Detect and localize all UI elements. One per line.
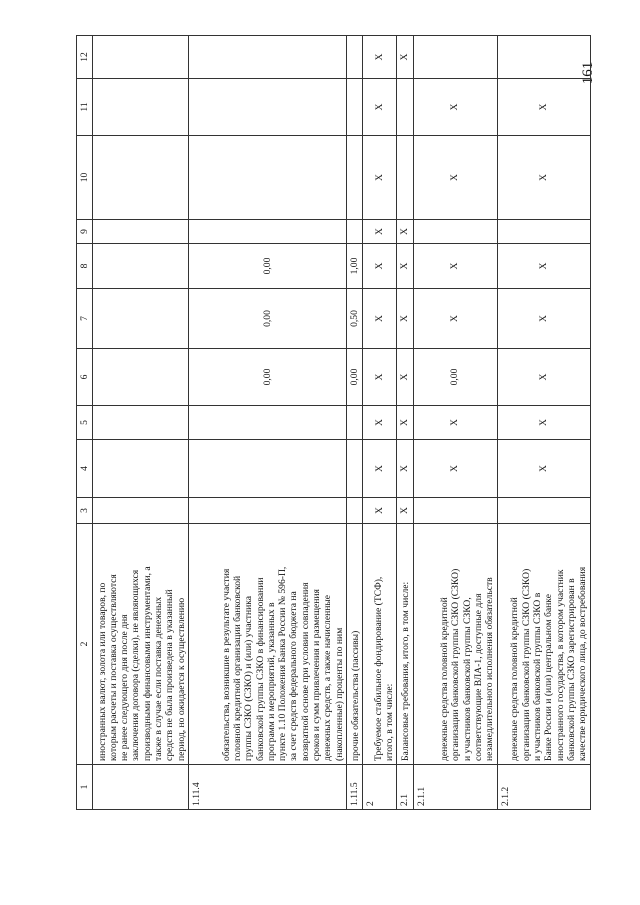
value-cell: X [363,36,397,79]
row-description [397,524,413,765]
value-cell [93,220,189,244]
value-cell: X [497,136,590,220]
row-number: 2.1 [397,765,413,810]
value-cell [397,136,413,220]
column-header: 7 [77,289,93,349]
description-line: и участников банковской группы СЗКО в [532,592,544,761]
description-line: денежные средства головной кредитной [509,597,521,761]
value-cell: X [497,349,590,406]
value-cell [347,136,363,220]
description-line: организации банковской группы СЗКО (СЗКО) [450,568,462,761]
column-header: 2 [77,524,93,765]
value-cell [347,220,363,244]
value-cell: 0,00 [347,349,363,406]
row-description [347,524,363,765]
description-line: незамедлительного исполнения обязательств [484,577,496,761]
value-cell [93,289,189,349]
row-number [93,765,189,810]
value-cell: X [397,244,413,289]
value-cell [189,498,347,524]
value-cell: X [363,349,397,406]
value-cell: X [363,440,397,498]
description-line: (накопленные) проценты по ним [333,627,345,761]
column-header: 4 [77,440,93,498]
description-line: программ и мероприятий, указанных в [265,602,277,761]
value-cell: X [397,498,413,524]
row-number: 2.1.1 [413,765,497,810]
value-cell: X [413,136,497,220]
value-cell: X [397,36,413,79]
column-header: 3 [77,498,93,524]
value-cell [93,79,189,136]
value-cell: X [413,79,497,136]
value-cell [497,220,590,244]
description-line: также в случае если поставка денежных [153,596,165,761]
table-row [413,36,497,810]
value-cell: X [363,244,397,289]
column-header: 8 [77,244,93,289]
value-cell [93,36,189,79]
row-description [363,524,397,765]
value-cell [189,406,347,440]
description-line: Банке России и (или) центральном банке [543,594,555,761]
table-row [93,36,189,810]
description-line: организации банковской группы СЗКО (СЗКО) [520,568,532,761]
value-cell: X [397,349,413,406]
value-cell: 0,00 [189,349,347,406]
description-line: период, но ожидается к осуществлению [175,597,187,761]
value-cell [497,498,590,524]
value-cell: X [497,79,590,136]
value-cell: X [397,289,413,349]
value-cell [189,440,347,498]
description-line: банковской группы СЗКО в финансировании [254,577,266,761]
column-header: 10 [77,136,93,220]
value-cell: X [363,289,397,349]
value-cell: X [413,440,497,498]
value-cell [93,349,189,406]
column-header: 5 [77,406,93,440]
table-row [363,36,397,810]
description-line: иностранного государства, в котором участник [554,569,566,761]
row-description [189,524,347,765]
value-cell [189,136,347,220]
value-cell: 0,00 [189,289,347,349]
description-line: качестве юридического лица, до востребования [577,566,589,761]
column-header: 12 [77,36,93,79]
table-row [497,36,590,810]
value-cell [347,79,363,136]
description-line: Требуемое стабильное фондирование (ТСФ), [372,576,384,761]
value-cell: X [497,440,590,498]
row-description [93,524,189,765]
value-cell: X [497,406,590,440]
value-cell: X [363,220,397,244]
value-cell [189,36,347,79]
description-line: иностранных валют, золота или товаров, по [96,582,108,761]
description-line: возвратной основе при условии совпадения [299,582,311,761]
description-line: соответствующие ВЛА-1, доступные для [473,593,484,761]
description-line: которым расчеты и поставка осуществляются [107,574,119,761]
value-cell [93,136,189,220]
row-number: 1.11.4 [189,765,347,810]
value-cell [347,498,363,524]
description-line: прочие обязательства (пассивы) [350,630,361,761]
description-line: банковской группы СЗКО зарегистрирован в [566,578,577,761]
description-line: итого, в том числе: [384,683,395,761]
column-header: 9 [77,220,93,244]
value-cell: X [497,289,590,349]
value-cell: X [497,244,590,289]
value-cell [189,220,347,244]
value-cell: X [363,498,397,524]
value-cell [497,36,590,79]
value-cell: X [397,220,413,244]
value-cell: X [397,406,413,440]
description-line: производными финансовыми инструментами, а [141,566,153,761]
description-line: денежных средств, а также начисленные [322,594,334,761]
data-table [76,35,591,810]
value-cell: X [413,244,497,289]
value-cell: 0,50 [347,289,363,349]
value-cell [93,244,189,289]
row-number: 2 [363,765,397,810]
column-header: 11 [77,79,93,136]
table-row [397,36,413,810]
page-number: 161 [580,61,596,85]
description-line: денежные средства головной кредитной [439,597,451,761]
value-cell: 0,00 [189,244,347,289]
value-cell [93,498,189,524]
description-line: не ранее следующего дня после дня [119,614,131,761]
value-cell [413,498,497,524]
value-cell [347,406,363,440]
value-cell: 1,00 [347,244,363,289]
description-line: пункте 1.10 Положения Банка России № 596-П, [277,566,289,761]
value-cell [93,406,189,440]
value-cell: X [413,289,497,349]
column-header: 6 [77,349,93,406]
description-line: заключения договора (сделки), не являющихся [130,569,142,761]
row-description [413,524,497,765]
value-cell: X [413,406,497,440]
table-row [189,36,347,810]
value-cell [413,36,497,79]
value-cell [413,220,497,244]
value-cell [93,440,189,498]
column-header: 1 [77,765,93,810]
description-line: Балансовые требования, итого, в том числе: [400,581,412,761]
description-line: за счет средств федерального бюджета на [288,591,300,761]
row-number: 1.11.5 [347,765,363,810]
value-cell: X [363,136,397,220]
description-line: и участников банковской группы СЗКО, [461,597,473,761]
header-row [77,36,93,810]
value-cell [397,79,413,136]
value-cell: X [397,440,413,498]
row-number: 2.1.2 [497,765,590,810]
value-cell [347,36,363,79]
description-line: обязательства, возникшие в результате участия [220,568,232,761]
value-cell: X [363,406,397,440]
value-cell: X [363,79,397,136]
description-line: сроков и сумм привлечения и размещения [311,589,323,761]
description-line: средств не была произведена в указанный [164,589,176,761]
table-row [347,36,363,810]
description-line: группы СЗКО (СЗКО) и (или) участника [243,595,255,761]
value-cell [189,79,347,136]
value-cell [347,440,363,498]
value-cell: 0,00 [413,349,497,406]
row-description [497,524,590,765]
description-line: головной кредитной организации банковской [231,575,243,761]
